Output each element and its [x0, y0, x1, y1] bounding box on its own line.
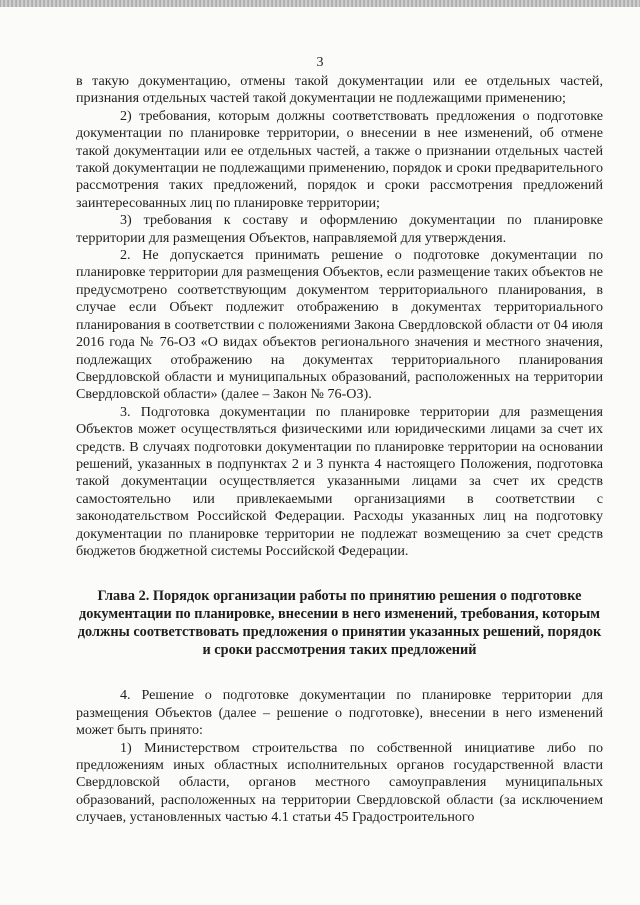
paragraph-clause-4-item-1: 1) Министерством строительства по собственной инициативе либо по предложениям иных областных исполнительных органов государственной власти Свердловской области, органов местного самоуправления муниципальных образований, расположенных на территории Свердловской области (за исключением случаев, установленных частью 4.1 статьи 45 Градостроительного [76, 739, 603, 826]
paragraph-clause-3: 3. Подготовка документации по планировке территории для размещения Объектов может осуществляться физическими или юридическими лицами за счет их средств. В случаях подготовки документации по планировке территории на основании решений, указанных в подпунктах 2 и 3 пункта 4 настоящего Положения, подготовка такой документации осуществляется указанными лицами за счет их средств самостоятельно или привлекаемыми организациями в соответствии с законодательством Российской Федерации. Расходы указанных лиц на подготовку документации по планировке территории не подлежат возмещению за счет средств бюджетов бюджетной системы Российской Федерации. [76, 403, 603, 559]
chapter-heading: Глава 2. Порядок организации работы по принятию решения о подготовке документации по планировке, внесении в него изменений, требования, которым должны соответствовать предложения о принятии указанных решений, порядок и сроки рассмотрения таких предложений [77, 588, 602, 659]
document-body [76, 73, 603, 827]
scan-edge-artifact [0, 0, 640, 7]
paragraph-clause-4: 4. Решение о подготовке документации по планировке территории для размещения Объектов (далее – решение о подготовке), внесении в него изменений может быть принято: [76, 687, 603, 739]
paragraph-item-3: 3) требования к составу и оформлению документации по планировке территории для размещения Объектов, направляемой для утверждения. [76, 212, 603, 246]
paragraph-continuation: в такую документацию, отмены такой документации или ее отдельных частей, признания отдельных частей такой документации не подлежащими применению; [76, 73, 603, 107]
paragraph-item-2: 2) требования, которым должны соответствовать предложения о подготовке документации по планировке территории, о внесении в нее изменений, об отмене такой документации или ее отдельных частей, а также о признании отдельных частей такой документации не подлежащими применению, порядок и сроки предварительного рассмотрения таких предложений, порядок и сроки рассмотрения предложений заинтересованных лиц по планировке территории; [76, 107, 603, 211]
paragraph-clause-2: 2. Не допускается принимать решение о подготовке документации по планировке территории для размещения Объектов, если размещение таких объектов не предусмотрено соответствующим документом территориального планирования, в случае если Объект подлежит отображению в документах территориального планирования в соответствии с положениями Закона Свердловской области от 04 июля 2016 года № 76-ОЗ «О видах объектов регионального значения и местного значения, подлежащих отображению на документах территориального планирования Свердловской области и муниципальных образований, расположенных на территории Свердловской области» (далее – Закон № 76-ОЗ). [76, 247, 603, 403]
page-number: 3 [316, 55, 324, 70]
